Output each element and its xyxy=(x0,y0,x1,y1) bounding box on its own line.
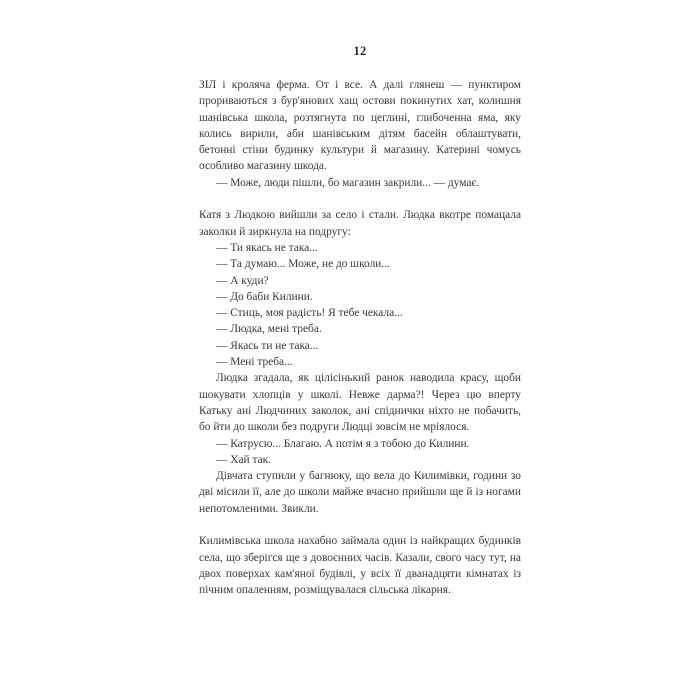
dialogue-line: — До баби Килини. xyxy=(216,290,313,303)
dialogue-line: — Мені треба... xyxy=(216,356,293,369)
block-separator xyxy=(199,517,521,533)
dialogue-line: — Хай так. xyxy=(216,453,272,466)
dialogue-line: — А куди? xyxy=(216,274,269,287)
dialogue-line: — Якась ти не така... xyxy=(216,339,319,352)
paragraph-opening: ЗІЛ і кроляча ферма. От і все. А далі глянеш — пунктиром прориваються з бур'янових хащ остови покинутих хат, колишня шанівська школа, розтягнута по цеглині, глибоченна яма, яку колись вирили, аби шанівським дітям басейн облаштувати, бетонні стіни будинку культури й магазину. Катерині чомусь особливо магазину шкода. xyxy=(199,79,521,173)
paragraph-school-building: Килимівська школа нахабно займала один із найкращих будинків села, що зберігся ще з довоєнних часів. Казали, свого часу тут, на двох поверхах кам'яної будівлі, у всіх її дванадцяти кімнатах із пічним опаленням, розміщувалася сільська лікарня. xyxy=(199,535,521,597)
dialogue-line: — Ти якась не така... xyxy=(216,241,318,254)
paragraph-ludka-narration: Людка згадала, як цілісінький ранок наводила красу, щоби шокувати хлопців у школі. Невже дарма?! Через цю вперту Катьку ані Людчиних заколок, ані спіднички ніхто не побачить, бо йти до школи без подруги Людці зовсім не мріялося. xyxy=(199,372,521,434)
dialogue-line: — Людка, мені треба. xyxy=(216,323,322,336)
block-separator xyxy=(199,191,521,207)
dialogue-line: — Стиць, моя радість! Я тебе чекала... xyxy=(216,307,403,320)
dialogue-line: — Та думаю... Може, не до школи... xyxy=(216,258,390,271)
page-number: 12 xyxy=(353,44,367,58)
dialogue-line: — Катрусю... Благаю. А потім я з тобою до Килини. xyxy=(216,437,470,450)
paragraph-katya-ludka-intro: Катя з Людкою вийшли за село і стали. Людка вкотре помацала заколки й зиркнула на подругу: xyxy=(199,209,521,238)
paragraph-dialogue-magazine: — Може, люди пішли, бо магазин закрили... — думає. xyxy=(216,176,480,189)
paragraph-closing-walk: Дівчата ступили у багнюку, що вела до Килимівки, години зо дві місили її, але до школи майже вчасно прийшли ще й із ногами непотомленими. Звикли. xyxy=(199,470,521,515)
page-text-body xyxy=(199,77,521,599)
